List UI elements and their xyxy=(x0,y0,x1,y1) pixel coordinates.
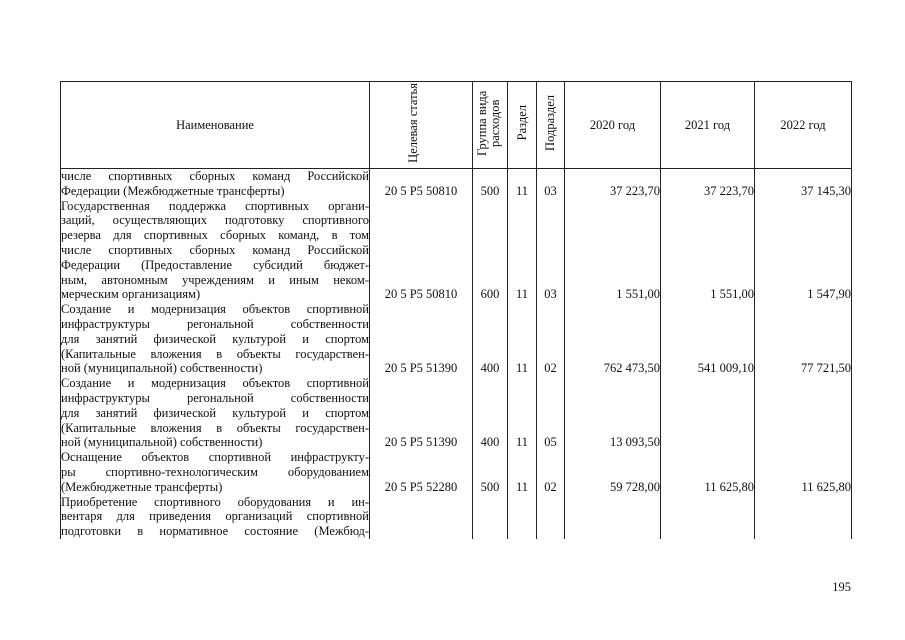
header-2020 xyxy=(565,82,661,169)
row-name xyxy=(61,199,370,303)
header-subsection-label: Подраздел xyxy=(543,95,557,151)
row-section: 11 xyxy=(508,376,537,450)
row-expense-group: 600 xyxy=(473,199,508,303)
row-name-line: Создание и модернизация объектов спортивной xyxy=(61,302,369,317)
row-section xyxy=(508,495,537,539)
row-name xyxy=(61,169,370,199)
row-article: 20 5 P5 50810 xyxy=(370,169,473,199)
row-2022: 77 721,50 xyxy=(755,302,852,376)
row-article: 20 5 P5 51390 xyxy=(370,376,473,450)
row-name-line: мерческим организациям) xyxy=(61,287,201,302)
row-2022: 11 625,80 xyxy=(755,450,852,494)
table-header xyxy=(61,82,852,169)
table-row xyxy=(61,450,852,494)
row-name-line: Оснащение объектов спортивной инфраструкту- xyxy=(61,450,369,465)
row-subsection: 02 xyxy=(537,450,565,494)
row-2020: 13 093,50 xyxy=(565,376,661,450)
row-2020 xyxy=(565,495,661,539)
header-target-article-label: Целевая статья xyxy=(406,83,420,163)
table-body xyxy=(61,169,852,539)
header-expense-group xyxy=(473,82,508,169)
row-2021: 541 009,10 xyxy=(661,302,755,376)
row-expense-group: 500 xyxy=(473,169,508,199)
row-name-line: для занятий физической культурой и спортом xyxy=(61,331,369,346)
row-2020: 1 551,00 xyxy=(565,199,661,303)
row-name-line: инфраструктуры регональной собственности xyxy=(61,316,369,331)
row-expense-group: 400 xyxy=(473,376,508,450)
row-name-line: числе спортивных сборных команд Российской xyxy=(61,169,369,183)
row-2022: 1 547,90 xyxy=(755,199,852,303)
header-name xyxy=(61,82,370,169)
row-name-line: Приобретение спортивного оборудования и ин- xyxy=(61,494,369,509)
header-2020-label: 2020 год xyxy=(589,117,636,132)
row-name-line: Федерации (Предоставление субсидий бюджет- xyxy=(61,257,369,272)
row-name-line: заций, осуществляющих подготовку спортивного xyxy=(61,213,369,228)
row-2022: 37 145,30 xyxy=(755,169,852,199)
row-name-line: резерва для спортивных сборных команд, в том xyxy=(61,228,369,243)
header-subsection xyxy=(537,82,565,169)
row-2020: 37 223,70 xyxy=(565,169,661,199)
row-2021: 1 551,00 xyxy=(661,199,755,303)
row-expense-group: 500 xyxy=(473,450,508,494)
row-section: 11 xyxy=(508,169,537,199)
row-2022 xyxy=(755,376,852,450)
row-2020: 762 473,50 xyxy=(565,302,661,376)
row-subsection: 03 xyxy=(537,199,565,303)
row-name xyxy=(61,376,370,450)
table-row xyxy=(61,169,852,199)
row-section: 11 xyxy=(508,450,537,494)
row-2021 xyxy=(661,376,755,450)
header-name-label: Наименование xyxy=(176,117,254,132)
row-name-line: Государственная поддержка спортивных органи- xyxy=(61,198,369,213)
table-row xyxy=(61,376,852,450)
row-article: 20 5 P5 50810 xyxy=(370,199,473,303)
header-2021 xyxy=(661,82,755,169)
row-name-line: ной (муниципальной) собственности) xyxy=(61,361,263,376)
row-expense-group: 400 xyxy=(473,302,508,376)
header-section xyxy=(508,82,537,169)
table-row xyxy=(61,199,852,303)
table-row xyxy=(61,495,852,539)
row-article: 20 5 P5 51390 xyxy=(370,302,473,376)
row-name-line: ным, автономным учреждениям и иным неком- xyxy=(61,272,369,287)
header-2022-label: 2022 год xyxy=(780,117,826,132)
row-article: 20 5 P5 52280 xyxy=(370,450,473,494)
row-name-line: подготовки в нормативное состояние (Межбюд- xyxy=(61,524,369,539)
row-section: 11 xyxy=(508,199,537,303)
header-target-article xyxy=(370,82,473,169)
header-2022 xyxy=(755,82,852,169)
header-section-label: Раздел xyxy=(514,105,529,141)
row-2020: 59 728,00 xyxy=(565,450,661,494)
row-subsection: 05 xyxy=(537,376,565,450)
row-name-line: числе спортивных сборных команд Российской xyxy=(61,242,369,257)
row-name-line: (Межбюджетные трансферты) xyxy=(61,479,223,494)
row-section: 11 xyxy=(508,302,537,376)
row-name-line: вентаря для приведения организаций спортивной xyxy=(61,509,369,524)
row-expense-group xyxy=(473,495,508,539)
row-2021: 37 223,70 xyxy=(661,169,755,199)
page-number: 195 xyxy=(832,580,851,594)
row-name-line: (Капитальные вложения в объекты государствен- xyxy=(61,420,369,435)
row-name-line: Создание и модернизация объектов спортивной xyxy=(61,376,369,391)
row-2022 xyxy=(755,495,852,539)
row-subsection xyxy=(537,495,565,539)
row-name-line: ры спортивно-технологическим оборудованием xyxy=(61,464,369,479)
table-row xyxy=(61,302,852,376)
row-name-line: (Капитальные вложения в объекты государствен- xyxy=(61,346,369,361)
row-name-line: для занятий физической культурой и спортом xyxy=(61,405,369,420)
row-name-line: инфраструктуры регональной собственности xyxy=(61,390,369,405)
row-2021: 11 625,80 xyxy=(661,450,755,494)
row-2021 xyxy=(661,495,755,539)
header-2021-label: 2021 год xyxy=(684,117,731,132)
row-name-line: ной (муниципальной) собственности) xyxy=(61,435,263,450)
row-subsection: 02 xyxy=(537,302,565,376)
header-expense-group-label: Группа вида расходов xyxy=(475,90,502,156)
row-name xyxy=(61,302,370,376)
row-name xyxy=(61,495,370,539)
row-subsection: 03 xyxy=(537,169,565,199)
row-article xyxy=(370,495,473,539)
row-name xyxy=(61,450,370,494)
budget-table xyxy=(60,81,852,539)
row-name-line: Федерации (Межбюджетные трансферты) xyxy=(61,183,285,198)
